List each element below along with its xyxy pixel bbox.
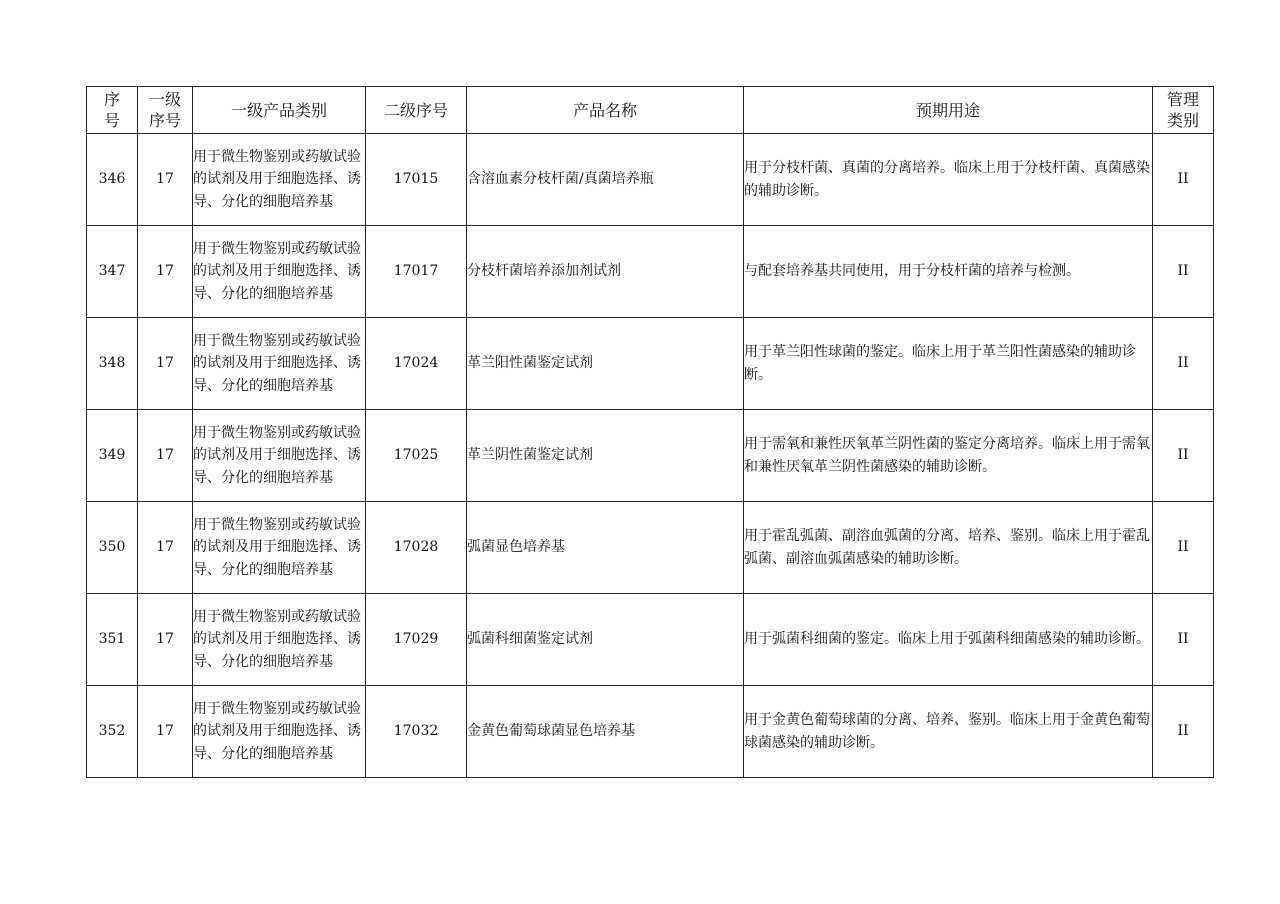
cell-level1-seq: 17 [138,502,193,594]
cell-level1-seq: 17 [138,686,193,778]
header-management-class [1153,87,1214,134]
cell-product-name: 弧菌显色培养基 [467,502,744,594]
cell-product-name: 革兰阳性菌鉴定试剂 [467,318,744,410]
cell-level1-seq: 17 [138,134,193,226]
cell-management-class: II [1153,594,1214,686]
cell-product-name: 革兰阴性菌鉴定试剂 [467,410,744,502]
cell-level1-category: 用于微生物鉴别或药敏试验的试剂及用于细胞选择、诱导、分化的细胞培养基 [193,134,366,226]
table-row [87,318,1214,410]
cell-intended-use: 用于弧菌科细菌的鉴定。临床上用于弧菌科细菌感染的辅助诊断。 [744,594,1153,686]
cell-intended-use: 用于需氧和兼性厌氧革兰阴性菌的鉴定分离培养。临床上用于需氧和兼性厌氧革兰阴性菌感染的辅助诊断。 [744,410,1153,502]
cell-level1-category: 用于微生物鉴别或药敏试验的试剂及用于细胞选择、诱导、分化的细胞培养基 [193,410,366,502]
cell-level1-seq: 17 [138,594,193,686]
cell-seq: 346 [87,134,138,226]
cell-level2-seq: 17032 [366,686,467,778]
cell-level1-seq: 17 [138,226,193,318]
table-row [87,594,1214,686]
cell-product-name: 含溶血素分枝杆菌/真菌培养瓶 [467,134,744,226]
header-level1-seq-line-2: 序号 [148,111,181,130]
cell-seq: 348 [87,318,138,410]
header-intended-use: 预期用途 [744,87,1153,134]
product-classification-table [86,86,1214,778]
cell-seq: 349 [87,410,138,502]
cell-level2-seq: 17024 [366,318,467,410]
header-product-name: 产品名称 [467,87,744,134]
cell-management-class: II [1153,134,1214,226]
cell-seq: 350 [87,502,138,594]
table-row [87,226,1214,318]
cell-product-name: 弧菌科细菌鉴定试剂 [467,594,744,686]
header-level2-seq: 二级序号 [366,87,467,134]
cell-management-class: II [1153,226,1214,318]
header-level1-seq [138,87,193,134]
cell-level2-seq: 17029 [366,594,467,686]
cell-product-name: 分枝杆菌培养添加剂试剂 [467,226,744,318]
cell-level2-seq: 17025 [366,410,467,502]
cell-level2-seq: 17028 [366,502,467,594]
cell-intended-use: 用于金黄色葡萄球菌的分离、培养、鉴别。临床上用于金黄色葡萄球菌感染的辅助诊断。 [744,686,1153,778]
cell-level1-category: 用于微生物鉴别或药敏试验的试剂及用于细胞选择、诱导、分化的细胞培养基 [193,686,366,778]
header-seq [87,87,138,134]
cell-level1-category: 用于微生物鉴别或药敏试验的试剂及用于细胞选择、诱导、分化的细胞培养基 [193,594,366,686]
cell-level2-seq: 17015 [366,134,467,226]
cell-management-class: II [1153,410,1214,502]
cell-level1-category: 用于微生物鉴别或药敏试验的试剂及用于细胞选择、诱导、分化的细胞培养基 [193,226,366,318]
table-row [87,686,1214,778]
table-row [87,502,1214,594]
cell-intended-use: 与配套培养基共同使用，用于分枝杆菌的培养与检测。 [744,226,1153,318]
cell-management-class: II [1153,502,1214,594]
table-header [87,87,1214,134]
table-body [87,134,1214,778]
header-seq-line-1: 序 [103,90,120,109]
cell-level1-seq: 17 [138,318,193,410]
cell-management-class: II [1153,318,1214,410]
cell-level1-category: 用于微生物鉴别或药敏试验的试剂及用于细胞选择、诱导、分化的细胞培养基 [193,502,366,594]
cell-level2-seq: 17017 [366,226,467,318]
header-seq-line-2: 号 [103,111,120,130]
cell-level1-seq: 17 [138,410,193,502]
header-management-class-line-1: 管理 [1166,90,1199,109]
header-management-class-line-2: 类别 [1166,111,1199,130]
cell-intended-use: 用于霍乱弧菌、副溶血弧菌的分离、培养、鉴别。临床上用于霍乱弧菌、副溶血弧菌感染的辅助诊断。 [744,502,1153,594]
cell-level1-category: 用于微生物鉴别或药敏试验的试剂及用于细胞选择、诱导、分化的细胞培养基 [193,318,366,410]
header-level1-category: 一级产品类别 [193,87,366,134]
cell-seq: 351 [87,594,138,686]
cell-management-class: II [1153,686,1214,778]
cell-seq: 352 [87,686,138,778]
table-row [87,410,1214,502]
header-row [87,87,1214,134]
cell-seq: 347 [87,226,138,318]
cell-intended-use: 用于分枝杆菌、真菌的分离培养。临床上用于分枝杆菌、真菌感染的辅助诊断。 [744,134,1153,226]
cell-intended-use: 用于革兰阳性球菌的鉴定。临床上用于革兰阳性菌感染的辅助诊断。 [744,318,1153,410]
cell-product-name: 金黄色葡萄球菌显色培养基 [467,686,744,778]
table-row [87,134,1214,226]
header-level1-seq-line-1: 一级 [148,90,181,109]
